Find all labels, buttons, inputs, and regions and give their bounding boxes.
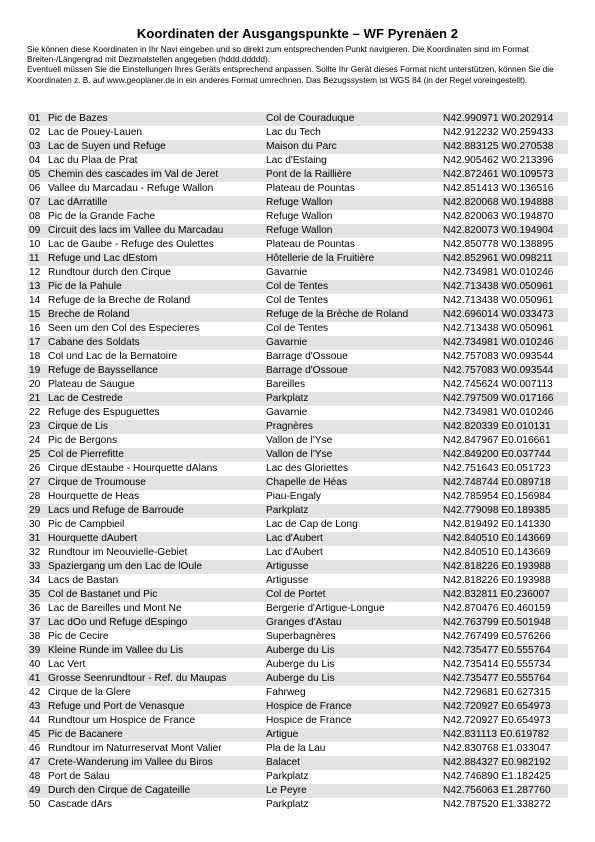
row-number: 30 <box>29 519 41 530</box>
start-point: Bergerie d'Artigue-Longue <box>266 603 385 614</box>
table-row <box>27 518 568 532</box>
table-row <box>27 126 568 140</box>
table-row <box>27 602 568 616</box>
row-number: 12 <box>29 267 41 278</box>
coordinates: N42.990971 W0.202914 <box>443 113 554 124</box>
tour-name: Cascade dArs <box>48 799 112 810</box>
start-point: Hospice de France <box>266 701 352 712</box>
table-row <box>27 182 568 196</box>
tour-name: Lac de Suyen und Refuge <box>48 141 166 152</box>
table-row <box>27 798 568 812</box>
tour-name: Refuge de la Breche de Roland <box>48 295 191 306</box>
tour-name: Port de Salau <box>48 771 110 782</box>
row-number: 02 <box>29 127 41 138</box>
table-row <box>27 252 568 266</box>
table-row <box>27 322 568 336</box>
coordinates: N42.818226 E0.193988 <box>443 575 551 586</box>
start-point: Fahrweg <box>266 687 306 698</box>
row-number: 47 <box>29 757 41 768</box>
row-number: 17 <box>29 337 41 348</box>
row-number: 13 <box>29 281 41 292</box>
table-row <box>27 448 568 462</box>
table-row <box>27 616 568 630</box>
table-row <box>27 196 568 210</box>
start-point: Refuge Wallon <box>266 197 333 208</box>
coordinates: N42.820063 W0.194870 <box>443 211 554 222</box>
start-point: Artigue <box>266 729 299 740</box>
start-point: Barrage d'Ossoue <box>266 365 348 376</box>
tour-name: Lac du Plaa de Prat <box>48 155 138 166</box>
tour-name: Pic de la Grande Fache <box>48 211 156 222</box>
start-point: Barrage d'Ossoue <box>266 351 348 362</box>
row-number: 22 <box>29 407 41 418</box>
table-row <box>27 476 568 490</box>
tour-name: Plateau de Saugue <box>48 379 135 390</box>
coordinates: N42.840510 E0.143669 <box>443 533 551 544</box>
coordinates: N42.763799 E0.501948 <box>443 617 551 628</box>
table-row <box>27 714 568 728</box>
table-row <box>27 434 568 448</box>
coordinates: N42.713438 W0.050961 <box>443 323 554 334</box>
table-row <box>27 686 568 700</box>
table-row <box>27 742 568 756</box>
row-number: 41 <box>29 673 41 684</box>
coordinates: N42.713438 W0.050961 <box>443 281 554 292</box>
coordinates: N42.870476 E0.460159 <box>443 603 551 614</box>
start-point: Col de Tentes <box>266 323 329 334</box>
row-number: 04 <box>29 155 41 166</box>
table-row <box>27 756 568 770</box>
table-row <box>27 504 568 518</box>
start-point: Lac de Cap de Long <box>266 519 358 530</box>
tour-name: Kleine Runde im Vallee du Lis <box>48 645 184 656</box>
start-point: Gavarnie <box>266 337 308 348</box>
row-number: 32 <box>29 547 41 558</box>
row-number: 21 <box>29 393 41 404</box>
start-point: Lac d'Estaing <box>266 155 327 166</box>
row-number: 01 <box>29 113 41 124</box>
start-point: Parkplatz <box>266 505 309 516</box>
row-number: 20 <box>29 379 41 390</box>
tour-name: Hourquette de Heas <box>48 491 140 502</box>
tour-name: Rundtour im Naturreservat Mont Valier <box>48 743 222 754</box>
tour-name: Refuge und Port de Venasque <box>48 701 185 712</box>
coordinates: N42.872461 W0.109573 <box>443 169 554 180</box>
row-number: 23 <box>29 421 41 432</box>
coordinates: N42.832811 E0.236007 <box>443 589 550 600</box>
tour-name: Crete-Wanderung im Vallee du Biros <box>48 757 213 768</box>
row-number: 10 <box>29 239 41 250</box>
row-number: 09 <box>29 225 41 236</box>
row-number: 37 <box>29 617 41 628</box>
table-row <box>27 560 568 574</box>
tour-name: Cirque de Troumouse <box>48 477 146 488</box>
table-row <box>27 420 568 434</box>
coordinates: N42.820068 W0.194888 <box>443 197 554 208</box>
table-row <box>27 140 568 154</box>
coordinates: N42.696014 W0.033473 <box>443 309 554 320</box>
start-point: Artigusse <box>266 561 309 572</box>
coordinates: N42.785954 E0.156984 <box>443 491 551 502</box>
start-point: Refuge de la Brèche de Roland <box>266 309 409 320</box>
table-row <box>27 224 568 238</box>
tour-name: Refuge des Espuguettes <box>48 407 160 418</box>
tour-name: Pic de la Pahule <box>48 281 122 292</box>
tour-name: Rundtour im Neouvielle-Gebiet <box>48 547 188 558</box>
row-number: 06 <box>29 183 41 194</box>
table-row <box>27 154 568 168</box>
coordinates: N42.735477 E0.555764 <box>443 645 551 656</box>
table-row <box>27 168 568 182</box>
row-number: 16 <box>29 323 41 334</box>
row-number: 05 <box>29 169 41 180</box>
start-point: Refuge Wallon <box>266 225 333 236</box>
tour-name: Col de Bastanet und Pic <box>48 589 158 600</box>
row-number: 07 <box>29 197 41 208</box>
tour-name: Lac de Bareilles und Mont Ne <box>48 603 182 614</box>
coordinates: N42.735414 E0.555734 <box>443 659 551 670</box>
row-number: 19 <box>29 365 41 376</box>
row-number: 46 <box>29 743 41 754</box>
start-point: Bareilles <box>266 379 306 390</box>
coordinates: N42.820073 W0.194904 <box>443 225 554 236</box>
table-row <box>27 112 568 126</box>
tour-name: Lac Vert <box>48 659 86 670</box>
tour-name: Col und Lac de la Bernatoire <box>48 351 178 362</box>
coordinates: N42.787520 E1.338272 <box>443 799 551 810</box>
row-number: 36 <box>29 603 41 614</box>
table-row <box>27 784 568 798</box>
table-row <box>27 574 568 588</box>
row-number: 29 <box>29 505 41 516</box>
start-point: Auberge du Lis <box>266 673 335 684</box>
table-row <box>27 630 568 644</box>
coordinates: N42.884327 E0.982192 <box>443 757 551 768</box>
coordinates: N42.849200 E0.037744 <box>443 449 551 460</box>
start-point: Granges d'Astau <box>266 617 342 628</box>
row-number: 42 <box>29 687 41 698</box>
table-row <box>27 672 568 686</box>
start-point: Lac d'Aubert <box>266 533 323 544</box>
row-number: 08 <box>29 211 41 222</box>
tour-name: Durch den Cirque de Cagateille <box>48 785 191 796</box>
coordinates: N42.883125 W0.270538 <box>443 141 554 152</box>
page-title: Koordinaten der Ausgangspunkte – WF Pyrenäen 2 <box>136 26 459 41</box>
row-number: 14 <box>29 295 41 306</box>
start-point: Plateau de Pountas <box>266 239 355 250</box>
tour-name: Refuge und Lac dEstom <box>48 253 158 264</box>
tour-name: Refuge de Bayssellance <box>48 365 158 376</box>
table-row <box>27 644 568 658</box>
row-number: 45 <box>29 729 41 740</box>
table-row <box>27 546 568 560</box>
start-point: Parkplatz <box>266 393 309 404</box>
start-point: Gavarnie <box>266 407 308 418</box>
coordinates: N42.757083 W0.093544 <box>443 365 554 376</box>
start-point: Maison du Parc <box>266 141 337 152</box>
coordinates: N42.912232 W0.259433 <box>443 127 554 138</box>
coordinates: N42.745624 W0.007113 <box>443 379 553 390</box>
coordinates: N42.735477 E0.555764 <box>443 673 551 684</box>
row-number: 38 <box>29 631 41 642</box>
table-row <box>27 336 568 350</box>
tour-name: Seen um den Col des Especieres <box>48 323 200 334</box>
row-number: 39 <box>29 645 41 656</box>
coordinates: N42.905462 W0.213396 <box>443 155 554 166</box>
coordinates: N42.748744 E0.089718 <box>443 477 551 488</box>
start-point: Gavarnie <box>266 267 308 278</box>
tour-name: Cirque de la Glere <box>48 687 131 698</box>
table-row <box>27 210 568 224</box>
coordinates: N42.819492 E0.141330 <box>443 519 551 530</box>
tour-name: Pic de Bacanere <box>48 729 123 740</box>
table-row <box>27 588 568 602</box>
tour-name: Lacs de Bastan <box>48 575 119 586</box>
table-row <box>27 406 568 420</box>
row-number: 44 <box>29 715 41 726</box>
start-point: Pragnères <box>266 421 314 432</box>
row-number: 43 <box>29 701 41 712</box>
row-number: 33 <box>29 561 41 572</box>
tour-name: Lac dArratille <box>48 197 108 208</box>
tour-name: Lac de Pouey-Lauen <box>48 127 143 138</box>
tour-name: Pic de Cecire <box>48 631 109 642</box>
start-point: Col de Tentes <box>266 281 329 292</box>
table-row <box>27 294 568 308</box>
row-number: 35 <box>29 589 41 600</box>
table-row <box>27 238 568 252</box>
intro-text <box>27 44 572 85</box>
tour-name: Pic de Bazes <box>48 113 108 124</box>
row-number: 03 <box>29 141 41 152</box>
row-number: 49 <box>29 785 41 796</box>
coordinates: N42.751643 E0.051723 <box>443 463 551 474</box>
tour-name: Rundtour um Hospice de France <box>48 715 196 726</box>
start-point: Superbagnères <box>266 631 336 642</box>
coordinates: N42.713438 W0.050961 <box>443 295 554 306</box>
coordinates: N42.818226 E0.193988 <box>443 561 551 572</box>
tour-name: Grosse Seenrundtour - Ref. du Maupas <box>48 673 227 684</box>
tour-name: Rundtour durch den Cirque <box>48 267 171 278</box>
table-row <box>27 392 568 406</box>
coordinates: N42.851413 W0.136516 <box>443 183 554 194</box>
row-number: 48 <box>29 771 41 782</box>
tour-name: Chemin des cascades im Val de Jeret <box>48 169 219 180</box>
table-row <box>27 308 568 322</box>
start-point: Artigusse <box>266 575 309 586</box>
row-number: 26 <box>29 463 41 474</box>
row-number: 15 <box>29 309 41 320</box>
row-number: 50 <box>29 799 41 810</box>
start-point: Pla de la Lau <box>266 743 326 754</box>
coordinates-table <box>27 112 568 812</box>
coordinates: N42.820339 E0.010131 <box>443 421 551 432</box>
row-number: 11 <box>29 253 40 264</box>
tour-name: Hourquette dAubert <box>48 533 137 544</box>
tour-name: Breche de Roland <box>48 309 130 320</box>
start-point: Parkplatz <box>266 771 309 782</box>
table-row <box>27 658 568 672</box>
tour-name: Vallee du Marcadau - Refuge Wallon <box>48 183 214 194</box>
table-row <box>27 728 568 742</box>
table-row <box>27 280 568 294</box>
start-point: Parkplatz <box>266 799 309 810</box>
table-row <box>27 350 568 364</box>
coordinates: N42.840510 E0.143669 <box>443 547 551 558</box>
tour-name: Col de Pierrefitte <box>48 449 124 460</box>
intro-paragraph-2: Eventuell müssen Sie die Einstellungen Ihres Geräts entsprechend anpassen. Sollte Ihr Gerät dieses Format nicht unterstützen, können Sie die Koordinaten z. B. auf www.geoplaner.de in ein anderes Format umrechnen. Das Bezugssystem ist WGS 84 (in der Regel voreingestellt). <box>27 64 554 85</box>
coordinates: N42.734981 W0.010246 <box>443 267 554 278</box>
table-row <box>27 462 568 476</box>
start-point: Hospice de France <box>266 715 352 726</box>
row-number: 28 <box>29 491 41 502</box>
start-point: Le Peyre <box>266 785 307 796</box>
start-point: Balacet <box>266 757 300 768</box>
table-row <box>27 700 568 714</box>
row-number: 27 <box>29 477 41 488</box>
coordinates: N42.850778 W0.138895 <box>443 239 554 250</box>
tour-name: Lacs und Refuge de Barroude <box>48 505 184 516</box>
row-number: 18 <box>29 351 41 362</box>
coordinates: N42.734981 W0.010246 <box>443 407 554 418</box>
start-point: Col de Portet <box>266 589 326 600</box>
table-row <box>27 378 568 392</box>
coordinates: N42.746890 E1.182425 <box>443 771 551 782</box>
coordinates: N42.847967 E0.016661 <box>443 435 551 446</box>
tour-name: Cirque dEstaube - Hourquette dAlans <box>48 463 218 474</box>
start-point: Col de Tentes <box>266 295 329 306</box>
table-row <box>27 770 568 784</box>
start-point: Pont de la Raillière <box>266 169 352 180</box>
row-number: 31 <box>29 533 41 544</box>
tour-name: Pic de Campbieil <box>48 519 125 530</box>
start-point: Vallon de l'Yse <box>266 435 333 446</box>
tour-name: Spaziergang um den Lac de lOule <box>48 561 203 572</box>
tour-name: Lac de Gaube - Refuge des Oulettes <box>48 239 214 250</box>
start-point: Piau-Engaly <box>266 491 321 502</box>
start-point: Lac d'Aubert <box>266 547 323 558</box>
start-point: Refuge Wallon <box>266 211 333 222</box>
start-point: Hôtellerie de la Fruitière <box>266 253 375 264</box>
intro-paragraph-1: Sie können diese Koordinaten in Ihr Navi eingeben und so direkt zum entsprechenden Punkt navigieren. Die Koordinaten sind im Format Breiten-/Längengrad mit Dezimalstellen angegeben (hddd.ddddd). <box>27 44 529 65</box>
coordinates: N42.767499 E0.576266 <box>443 631 551 642</box>
row-number: 40 <box>29 659 41 670</box>
start-point: Auberge du Lis <box>266 659 335 670</box>
coordinates: N42.852961 W0.098211 <box>443 253 553 264</box>
start-point: Lac des Gloriettes <box>266 463 349 474</box>
coordinates: N42.756063 E1.287760 <box>443 785 551 796</box>
row-number: 24 <box>29 435 41 446</box>
table-row <box>27 364 568 378</box>
table-row <box>27 490 568 504</box>
row-number: 34 <box>29 575 41 586</box>
tour-name: Pic de Bergons <box>48 435 118 446</box>
start-point: Lac du Tech <box>266 127 321 138</box>
tour-name: Lac dOo und Refuge dEspingo <box>48 617 188 628</box>
coordinates: N42.720927 E0.654973 <box>443 715 551 726</box>
coordinates: N42.797509 W0.017166 <box>443 393 554 404</box>
start-point: Chapelle de Héas <box>266 477 347 488</box>
tour-name: Cabane des Soldats <box>48 337 140 348</box>
coordinates: N42.729681 E0.627315 <box>443 687 551 698</box>
coordinates: N42.830768 E1.033047 <box>443 743 551 754</box>
start-point: Vallon de l'Yse <box>266 449 333 460</box>
tour-name: Lac de Cestrede <box>48 393 123 404</box>
start-point: Plateau de Pountas <box>266 183 355 194</box>
start-point: Col de Couraduque <box>266 113 355 124</box>
start-point: Auberge du Lis <box>266 645 335 656</box>
coordinates: N42.757083 W0.093544 <box>443 351 554 362</box>
table-row <box>27 266 568 280</box>
tour-name: Cirque de Lis <box>48 421 109 432</box>
tour-name: Circuit des lacs im Vallee du Marcadau <box>48 225 224 236</box>
coordinates: N42.831113 E0.619782 <box>443 729 550 740</box>
coordinates: N42.779098 E0.189385 <box>443 505 551 516</box>
table-row <box>27 532 568 546</box>
coordinates: N42.734981 W0.010246 <box>443 337 554 348</box>
row-number: 25 <box>29 449 41 460</box>
coordinates: N42.720927 E0.654973 <box>443 701 551 712</box>
